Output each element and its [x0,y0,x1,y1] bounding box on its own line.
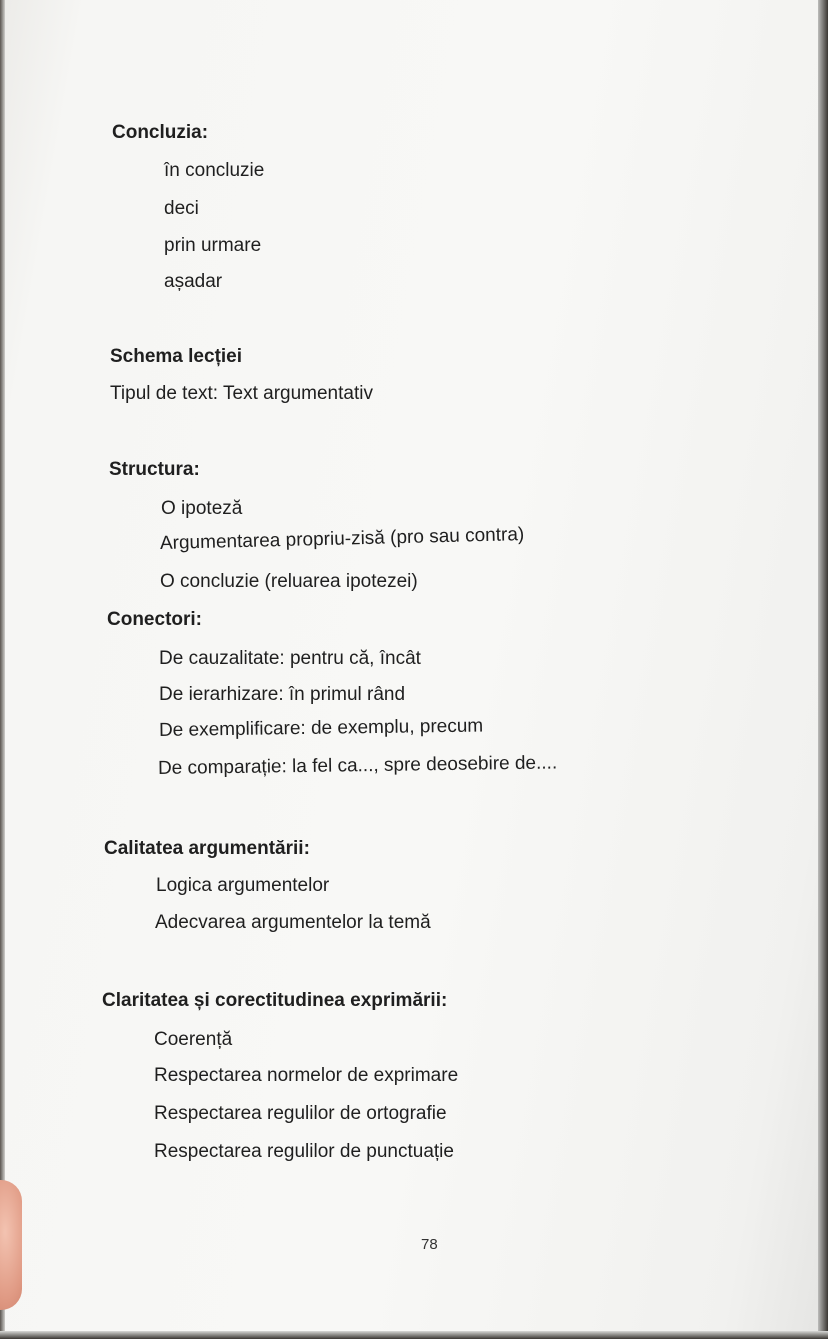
section-heading-claritatea: Claritatea și corectitudinea exprimării: [102,990,448,1011]
list-item: Respectarea regulilor de ortografie [154,1103,447,1124]
list-item: așadar [164,271,223,292]
list-item: Argumentarea propriu-zisă (pro sau contra) [159,524,525,554]
list-item: De comparație: la fel ca..., spre deosebire de.... [157,752,558,779]
thumb [0,1180,22,1310]
list-item: Adecvarea argumentelor la temă [155,912,431,933]
text-type-line: Tipul de text: Text argumentativ [110,383,373,404]
list-item: De cauzalitate: pentru că, încât [159,648,421,669]
list-item: Respectarea regulilor de punctuație [154,1141,454,1162]
section-heading-calitatea: Calitatea argumentării: [104,838,310,859]
list-item: Coerență [154,1029,233,1050]
list-item: O ipoteză [161,498,243,519]
list-item: Respectarea normelor de exprimare [154,1065,459,1086]
section-heading-conectori: Conectori: [107,609,202,630]
list-item: O concluzie (reluarea ipotezei) [160,571,418,592]
list-item: prin urmare [164,235,262,256]
page-left-edge [0,0,5,1339]
section-heading-structura: Structura: [109,459,200,480]
list-item: Logica argumentelor [156,875,330,896]
list-item: De ierarhizare: în primul rând [159,684,406,705]
section-heading-concluzia: Concluzia: [112,122,209,143]
list-item: în concluzie [164,160,265,181]
page-bottom-edge [0,1331,828,1339]
page-right-edge [818,0,828,1339]
page-number: 78 [421,1236,438,1253]
section-heading-schema: Schema lecției [110,346,243,367]
list-item: deci [164,198,199,219]
list-item: De exemplificare: de exemplu, precum [158,715,484,741]
